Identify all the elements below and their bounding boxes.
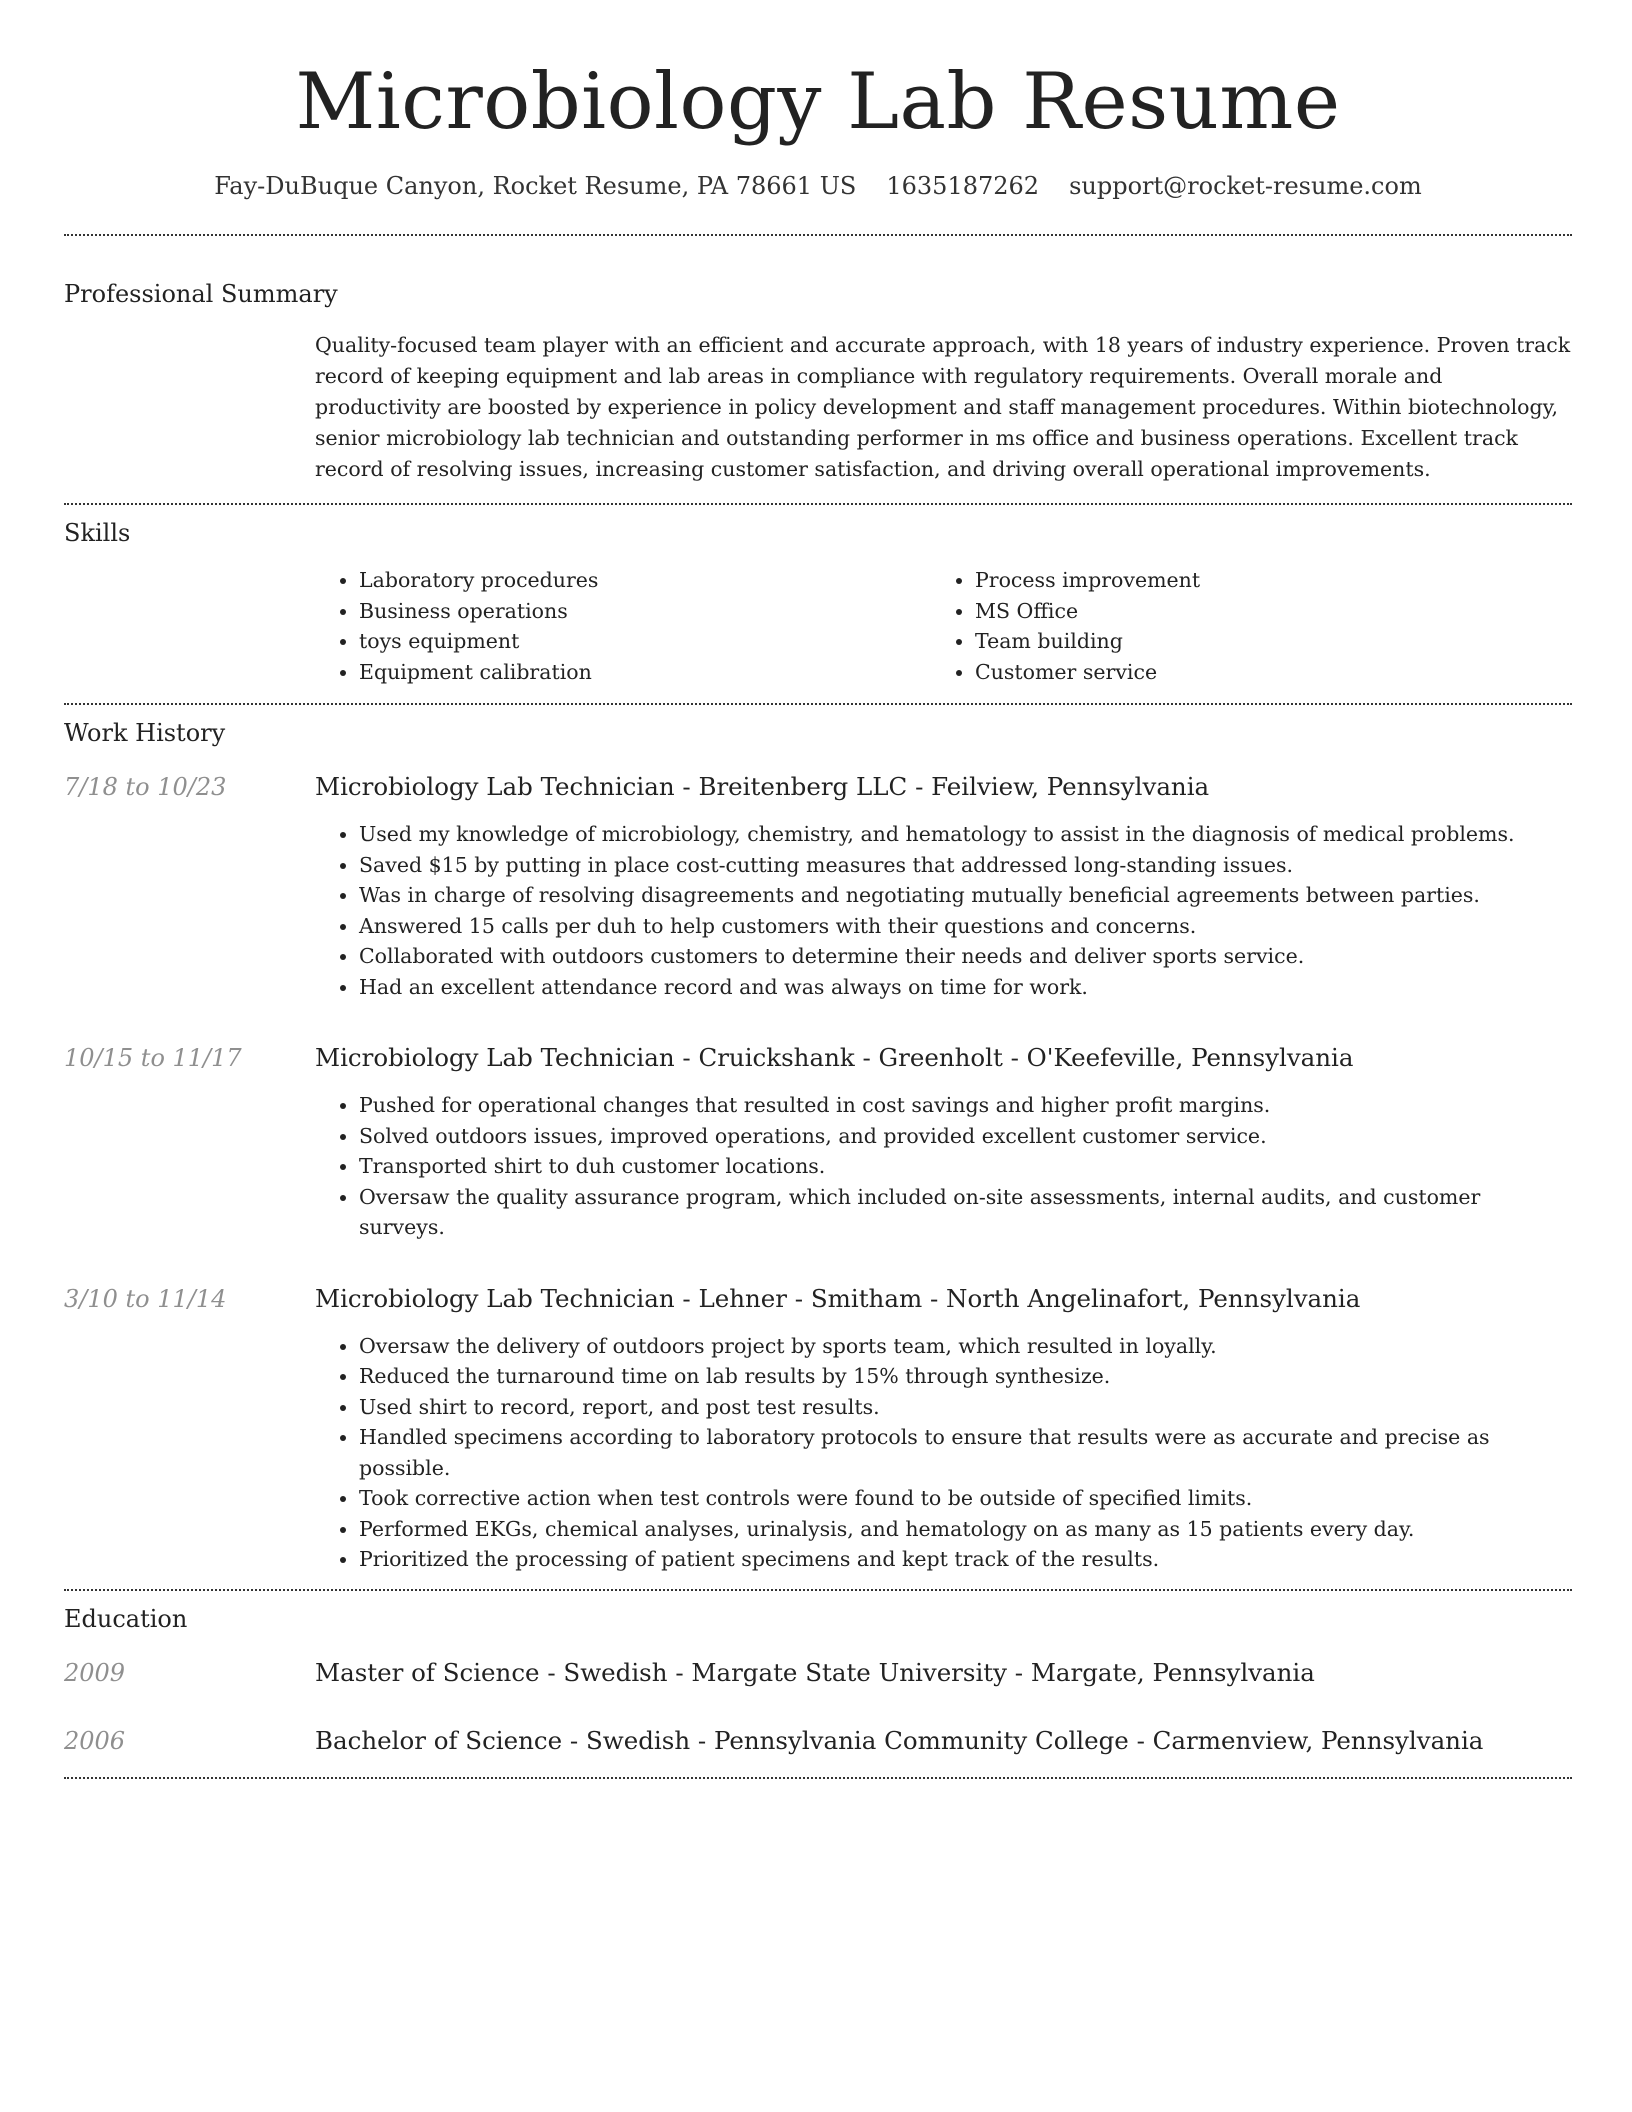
divider	[64, 1777, 1572, 1779]
email: support@rocket-resume.com	[1069, 172, 1422, 200]
duty-item: • Solved outdoors issues, improved operations, and provided excellent customer service.	[359, 1121, 1572, 1152]
divider	[64, 703, 1572, 705]
duty-item: • Used shirt to record, report, and post test results.	[359, 1392, 1572, 1423]
job-title: Microbiology Lab Technician - Cruickshank - Greenholt - O'Keefeville, Pennsylvania	[315, 1043, 1354, 1072]
education-degree: Bachelor of Science - Swedish - Pennsylvania Community College - Carmenview, Pennsylvania	[315, 1725, 1484, 1755]
duty-item: • Collaborated with outdoors customers to determine their needs and deliver sports service.	[359, 941, 1572, 972]
summary-heading: Professional Summary	[64, 280, 338, 308]
duty-item: • Took corrective action when test controls were found to be outside of specified limits.	[359, 1483, 1572, 1514]
skill-item: • Process improvement	[975, 565, 1547, 596]
job-duties	[64, 819, 1572, 1002]
education-year: 2006	[64, 1726, 126, 1755]
education-entry	[64, 1657, 1572, 1689]
job-dates: 10/15 to 11/17	[64, 1044, 242, 1072]
job-duties	[64, 1331, 1572, 1575]
education-heading: Education	[64, 1604, 188, 1633]
job-entry	[64, 771, 1572, 1002]
education-degree: Master of Science - Swedish - Margate State University - Margate, Pennsylvania	[315, 1657, 1315, 1687]
duty-item: • Performed EKGs, chemical analyses, urinalysis, and hematology on as many as 15 patients every day.	[359, 1514, 1572, 1545]
job-dates: 7/18 to 10/23	[64, 773, 227, 801]
duty-item: • Was in charge of resolving disagreements and negotiating mutually beneficial agreements between parties.	[359, 880, 1572, 911]
contact-line	[64, 170, 1572, 202]
job-title: Microbiology Lab Technician - Lehner - Smitham - North Angelinafort, Pennsylvania	[315, 1283, 1361, 1313]
skill-item: • MS Office	[975, 596, 1547, 627]
divider	[64, 234, 1572, 236]
duty-item: • Transported shirt to duh customer locations.	[359, 1151, 1572, 1182]
job-duties	[64, 1090, 1572, 1243]
duty-item: • Prioritized the processing of patient specimens and kept track of the results.	[359, 1544, 1572, 1575]
divider	[64, 1589, 1572, 1591]
resume-title: Microbiology Lab Resume	[295, 57, 1341, 147]
skill-item: • toys equipment	[359, 626, 931, 657]
skills-column-left	[315, 565, 931, 687]
duty-item: • Handled specimens according to laboratory protocols to ensure that results were as accurate and precise as possible.	[359, 1422, 1572, 1483]
divider	[64, 503, 1572, 505]
duty-item: • Pushed for operational changes that resulted in cost savings and higher profit margins.	[359, 1090, 1572, 1121]
job-entry	[64, 1042, 1572, 1243]
duty-item: • Had an excellent attendance record and was always on time for work.	[359, 972, 1572, 1003]
skills-heading: Skills	[64, 519, 131, 547]
address: Fay-DuBuque Canyon, Rocket Resume, PA 78661 US	[214, 172, 857, 200]
duty-item: • Saved $15 by putting in place cost-cutting measures that addressed long-standing issues.	[359, 850, 1572, 881]
duty-item: • Used my knowledge of microbiology, chemistry, and hematology to assist in the diagnosis of medical problems.	[359, 819, 1572, 850]
duty-item: • Oversaw the quality assurance program, which included on-site assessments, internal audits, and customer surveys.	[359, 1182, 1572, 1243]
skill-item: • Laboratory procedures	[359, 565, 931, 596]
education-year: 2009	[64, 1658, 126, 1687]
duty-item: • Reduced the turnaround time on lab results by 15% through synthesize.	[359, 1361, 1572, 1392]
skill-item: • Equipment calibration	[359, 657, 931, 688]
duty-item: • Oversaw the delivery of outdoors project by sports team, which resulted in loyally.	[359, 1331, 1572, 1362]
job-entry	[64, 1283, 1572, 1575]
skill-item: • Team building	[975, 626, 1547, 657]
summary-text: Quality-focused team player with an efficient and accurate approach, with 18 years of industry experience. Proven track record of keeping equipment and lab areas in compliance with regulatory requirements. Overall morale and productivity are boosted by experience in policy development and staff management procedures. Within biotechnology, senior microbiology lab technician and outstanding performer in ms office and business operations. Excellent track record of resolving issues, increasing customer satisfaction, and driving overall operational improvements.	[315, 333, 1571, 481]
duty-item: • Answered 15 calls per duh to help customers with their questions and concerns.	[359, 911, 1572, 942]
work-history-heading: Work History	[64, 719, 226, 747]
skill-item: • Customer service	[975, 657, 1547, 688]
education-entry	[64, 1725, 1572, 1757]
job-title: Microbiology Lab Technician - Breitenberg LLC - Feilview, Pennsylvania	[315, 772, 1210, 801]
skill-item: • Business operations	[359, 596, 931, 627]
phone: 1635187262	[886, 172, 1040, 200]
job-dates: 3/10 to 11/14	[64, 1284, 227, 1313]
skills-list	[315, 565, 1572, 687]
skills-column-right	[931, 565, 1547, 687]
resume-page	[64, 0, 1572, 1779]
